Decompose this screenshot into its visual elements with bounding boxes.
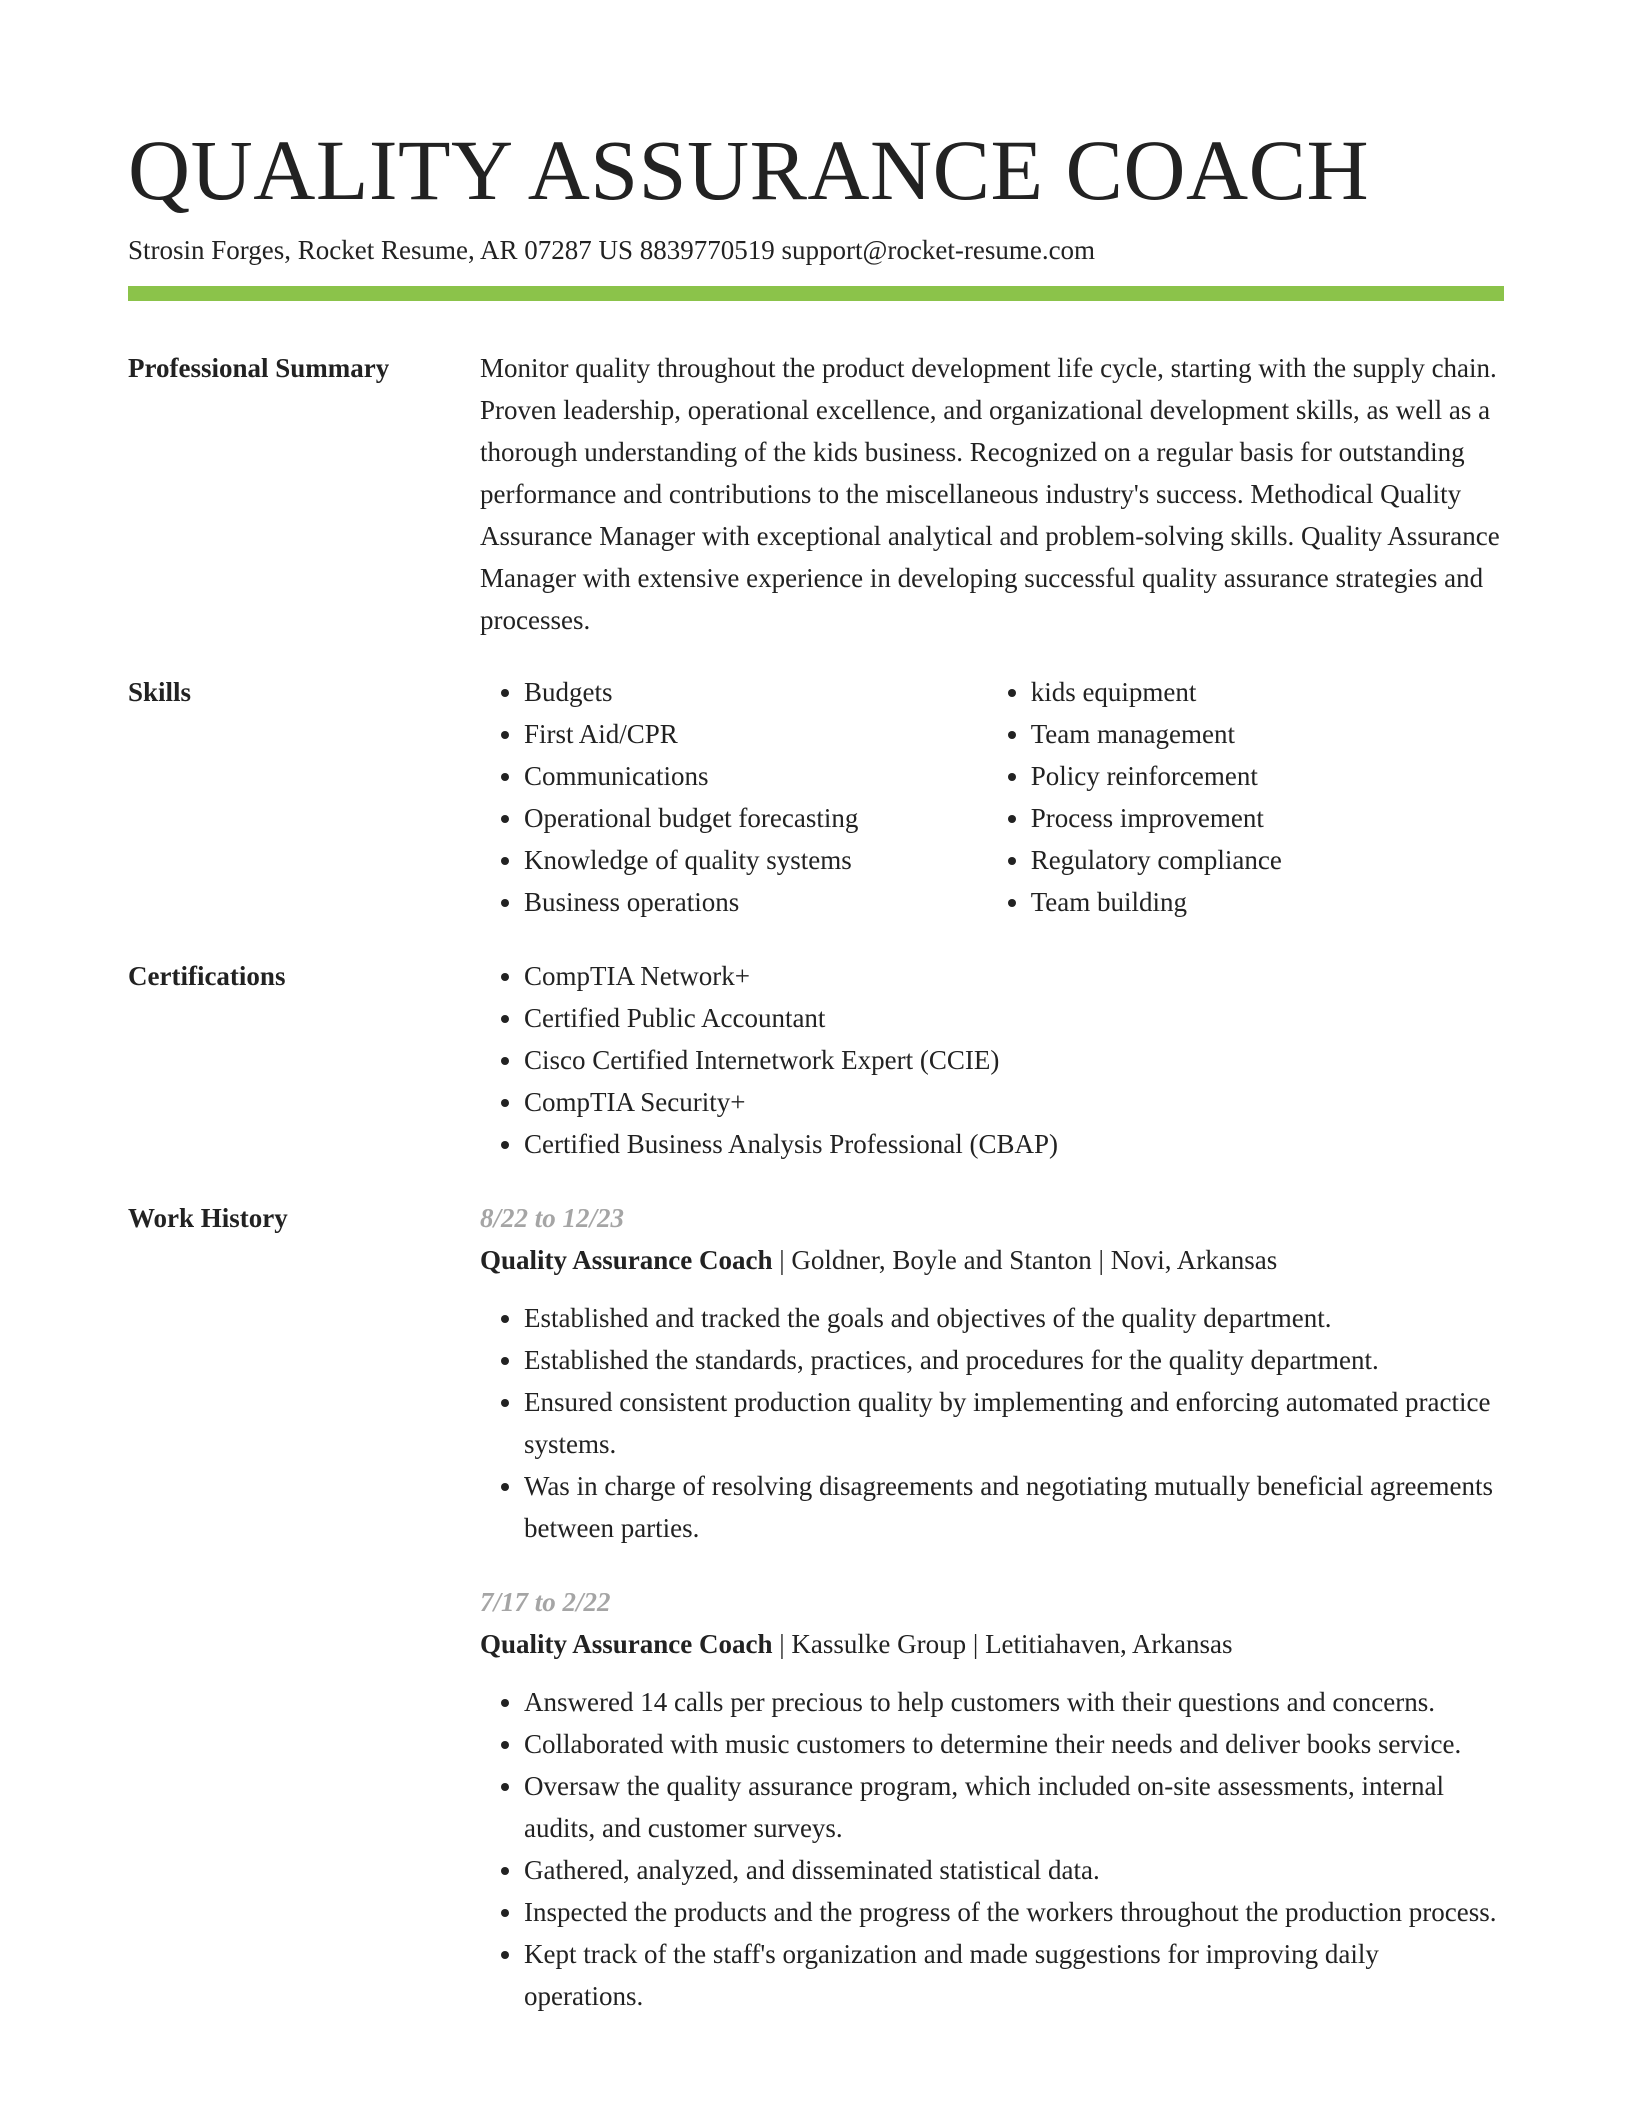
job-bullet: • Collaborated with music customers to determine their needs and deliver books service. <box>524 1723 1504 1765</box>
skill-item: • Operational budget forecasting <box>524 797 943 839</box>
contact-phone: 8839770519 <box>639 235 782 265</box>
job-bullet: • Was in charge of resolving disagreements and negotiating mutually beneficial agreements between parties. <box>524 1465 1504 1549</box>
job-bullets <box>480 1681 1504 2017</box>
skill-item: • Policy reinforcement <box>1031 755 1504 797</box>
job-bullet: • Inspected the products and the progress of the workers throughout the production process. <box>524 1891 1504 1933</box>
skill-item: • First Aid/CPR <box>524 713 943 755</box>
job-title: Quality Assurance Coach <box>480 1245 773 1275</box>
job-heading <box>480 1239 1504 1281</box>
job-bullet: • Gathered, analyzed, and disseminated statistical data. <box>524 1849 1504 1891</box>
skills-list-right <box>987 671 1504 923</box>
certification-item: • Certified Business Analysis Professional (CBAP) <box>524 1123 1504 1165</box>
accent-divider <box>128 286 1504 301</box>
job-bullet: • Kept track of the staff's organization and made suggestions for improving daily operations. <box>524 1933 1504 2017</box>
job-bullet: • Oversaw the quality assurance program, which included on-site assessments, internal audits, and customer surveys. <box>524 1765 1504 1849</box>
job-employer-location: | Kassulke Group | Letitiahaven, Arkansas <box>772 1629 1233 1659</box>
job-dates: 8/22 to 12/23 <box>480 1203 625 1233</box>
summary-text: Monitor quality throughout the product development life cycle, starting with the supply chain. Proven leadership, operational excellence, and organizational development skills, as well as a thorough understanding of the kids business. Recognized on a regular basis for outstanding performance and contributions to the miscellaneous industry's success. Methodical Quality Assurance Manager with exceptional analytical and problem-solving skills. Quality Assurance Manager with extensive experience in developing successful quality assurance strategies and processes. <box>480 353 1500 635</box>
job-entry <box>480 1581 1504 2017</box>
skill-item: • Process improvement <box>1031 797 1504 839</box>
skill-item: • Business operations <box>524 881 943 923</box>
skill-item: • Knowledge of quality systems <box>524 839 943 881</box>
certifications-list <box>480 955 1504 1165</box>
section-certifications <box>128 955 1504 1175</box>
section-skills <box>128 671 1504 931</box>
certification-item: • Certified Public Accountant <box>524 997 1504 1039</box>
job-bullet: • Established and tracked the goals and objectives of the quality department. <box>524 1297 1504 1339</box>
skill-item: • Team management <box>1031 713 1504 755</box>
skill-item: • Team building <box>1031 881 1504 923</box>
job-entry <box>480 1197 1504 1549</box>
skills-list-left <box>480 671 943 923</box>
job-bullet: • Answered 14 calls per precious to help customers with their questions and concerns. <box>524 1681 1504 1723</box>
job-bullet: • Ensured consistent production quality by implementing and enforcing automated practice systems. <box>524 1381 1504 1465</box>
section-label-work-history: Work History <box>128 1203 288 1233</box>
skill-item: • Budgets <box>524 671 943 713</box>
section-label-certifications: Certifications <box>128 961 286 991</box>
job-heading <box>480 1623 1504 1665</box>
job-dates: 7/17 to 2/22 <box>480 1587 611 1617</box>
certification-item: • CompTIA Network+ <box>524 955 1504 997</box>
summary-body <box>480 347 1504 641</box>
work-history-body <box>480 1197 1504 2017</box>
certifications-body <box>480 955 1504 1165</box>
section-label-summary: Professional Summary <box>128 353 390 383</box>
candidate-name: QUALITY ASSURANCE COACH <box>128 122 1370 218</box>
certification-item: • CompTIA Security+ <box>524 1081 1504 1123</box>
contact-address: Strosin Forges, Rocket Resume, AR 07287 US <box>128 235 640 265</box>
certification-item: • Cisco Certified Internetwork Expert (CCIE) <box>524 1039 1504 1081</box>
skill-item: • Regulatory compliance <box>1031 839 1504 881</box>
section-professional-summary <box>128 347 1504 637</box>
contact-email: support@rocket-resume.com <box>781 235 1096 265</box>
section-label-skills: Skills <box>128 677 192 707</box>
contact-line <box>128 232 1095 268</box>
skill-item: • Communications <box>524 755 943 797</box>
job-bullets <box>480 1297 1504 1549</box>
skills-body <box>480 671 1504 923</box>
skill-item: • kids equipment <box>1031 671 1504 713</box>
job-title: Quality Assurance Coach <box>480 1629 773 1659</box>
job-employer-location: | Goldner, Boyle and Stanton | Novi, Arkansas <box>772 1245 1278 1275</box>
job-bullet: • Established the standards, practices, and procedures for the quality department. <box>524 1339 1504 1381</box>
section-work-history <box>128 1197 1504 2097</box>
